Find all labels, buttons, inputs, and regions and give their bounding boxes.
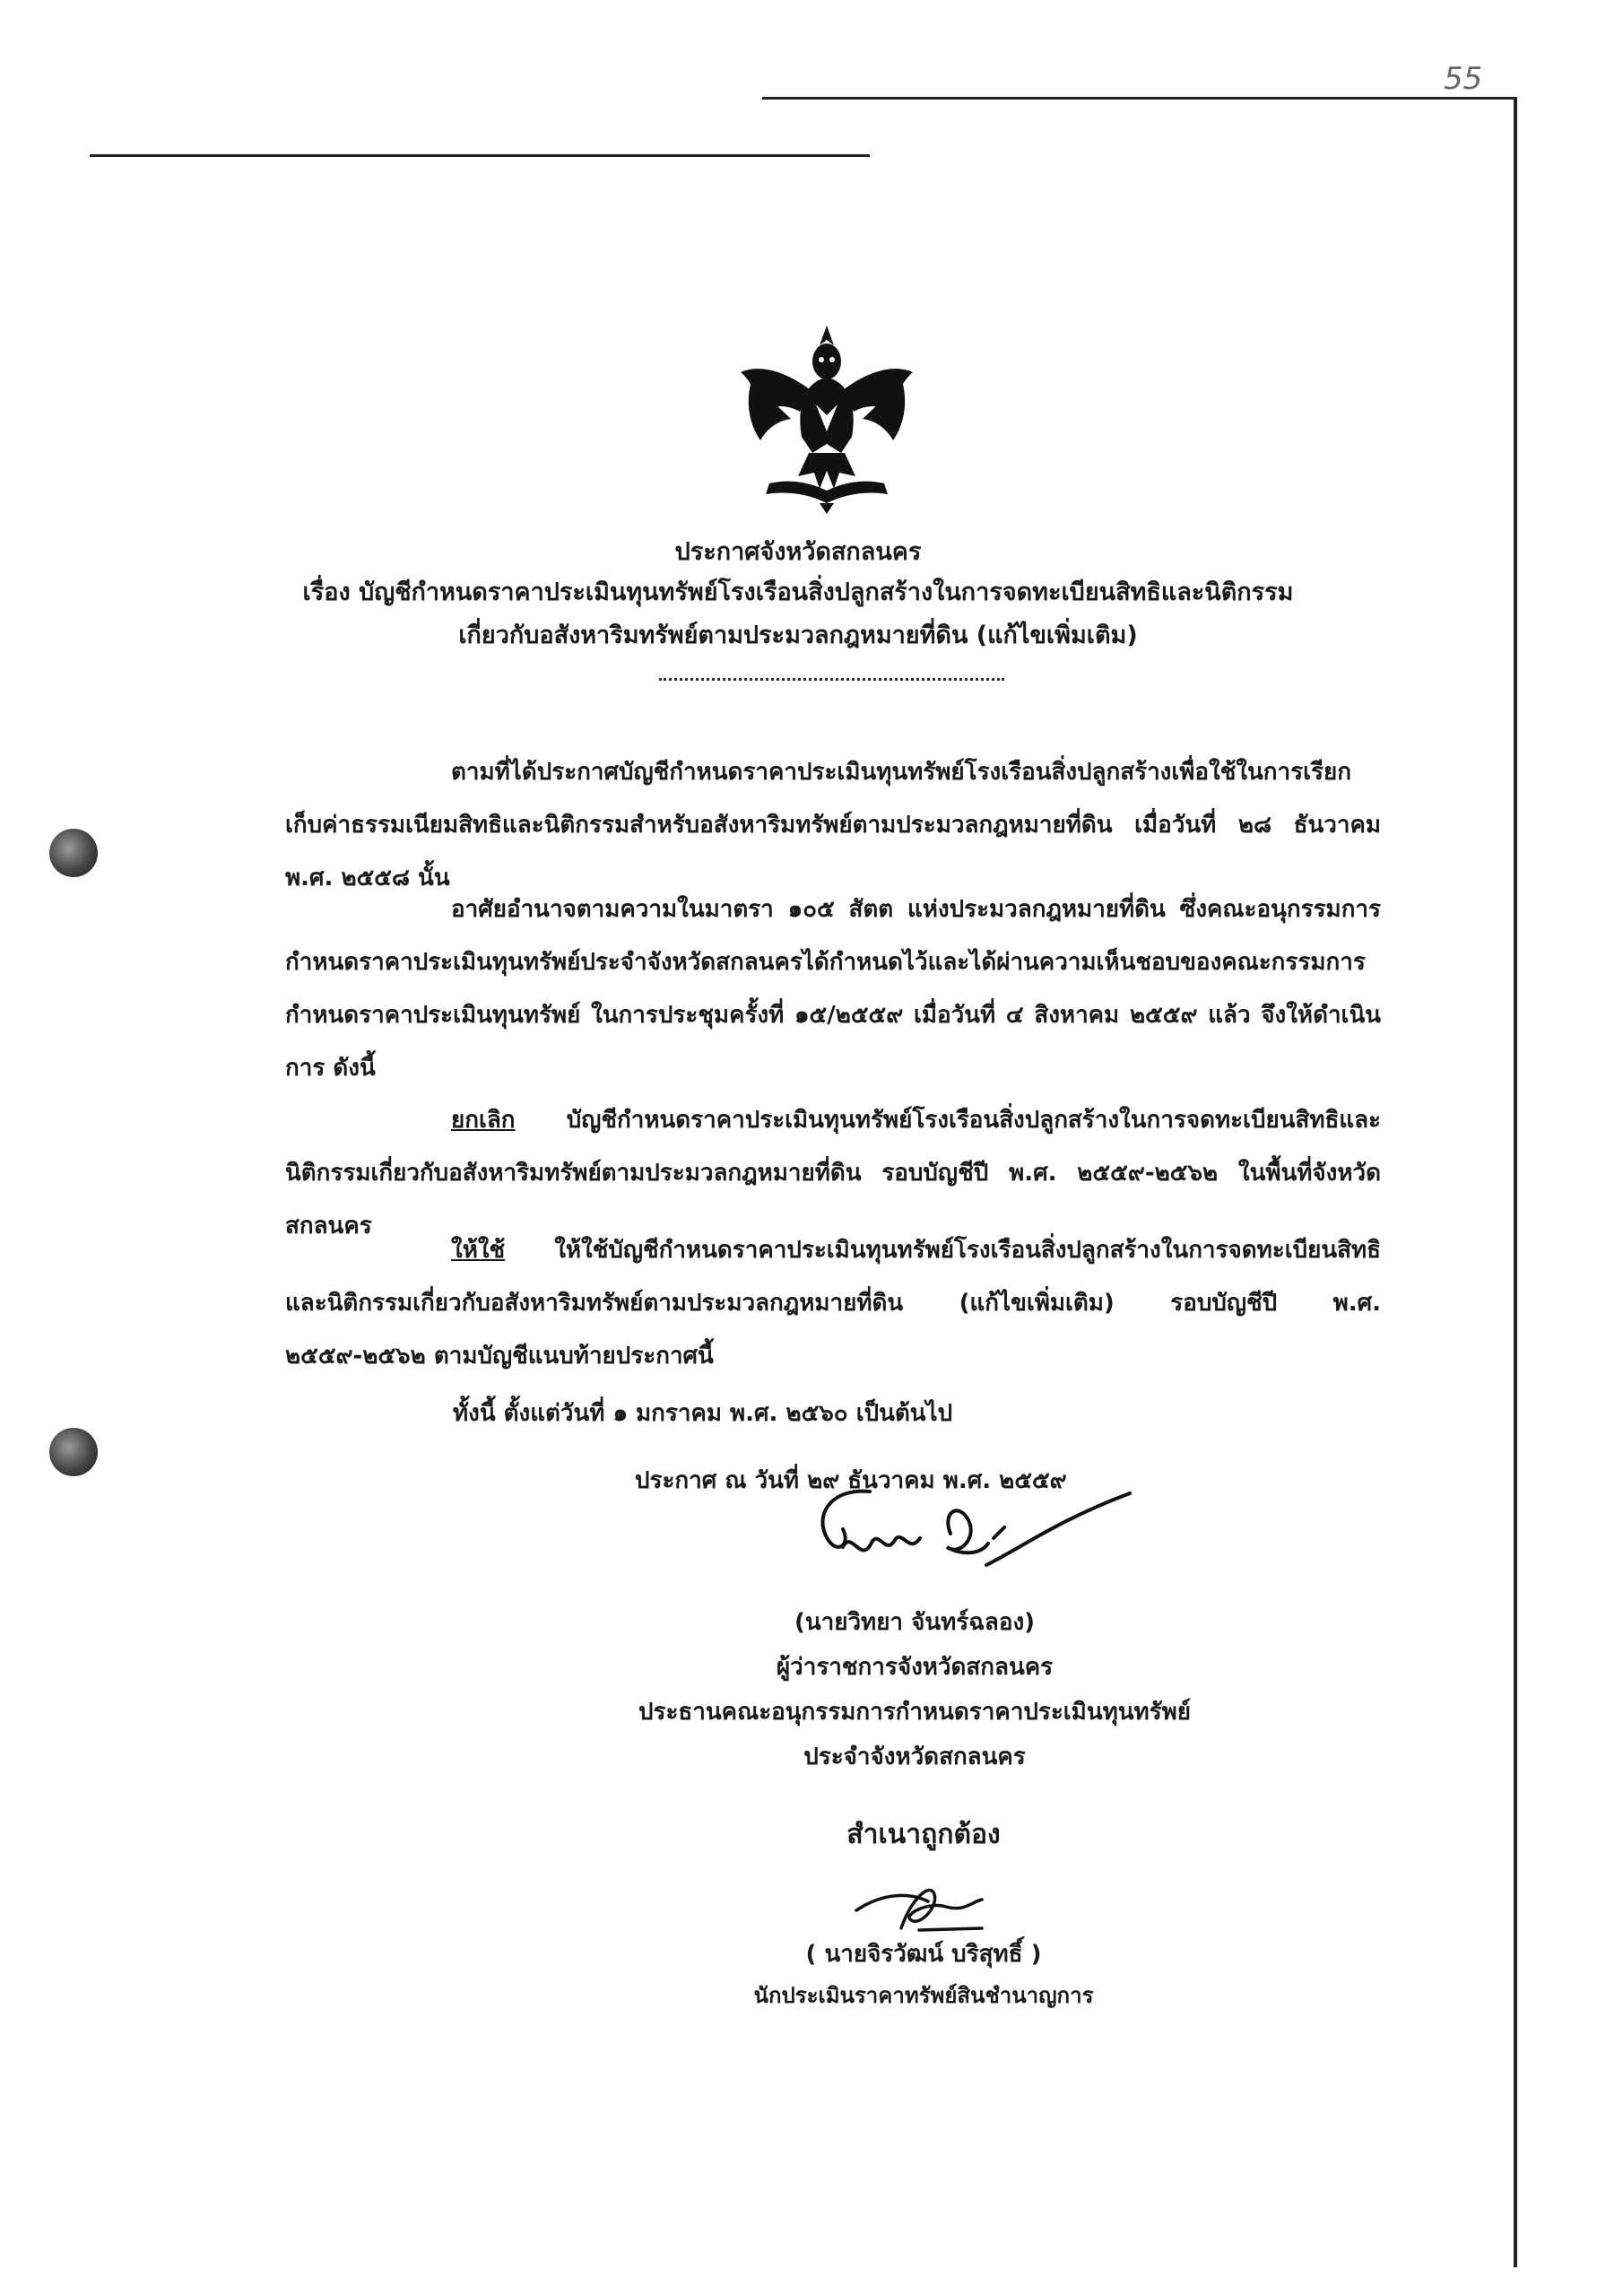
enact-keyword: ให้ใช้ [451,1237,506,1264]
certified-copy-label: สำเนาถูกต้อง [846,1819,1001,1850]
announcement-subject: เรื่อง บัญชีกำหนดราคาประเมินทุนทรัพย์โรงเรือนสิ่งปลูกสร้างในการจดทะเบียนสิทธิและนิติกรรม [302,578,1294,606]
certifier-position: นักประเมินราคาทรัพย์สินชำนาญการ [753,1983,1094,2008]
top-right-rule [762,97,1515,100]
governor-signature [789,1484,1148,1583]
garuda-emblem [733,318,920,516]
punch-hole-top [49,829,98,877]
paragraph-enact [285,1224,1381,1383]
committee-chair-position: ประธานคณะอนุกรรมการกำหนดราคาประเมินทุนทรัพย์ [638,1699,1191,1726]
punch-hole-bottom [49,1428,98,1476]
committee-chair-province: ประจำจังหวัดสกลนคร [803,1744,1026,1770]
announcement-title: ประกาศจังหวัดสกลนคร [674,538,922,566]
right-margin-rule [1514,97,1517,2267]
page-number: 55 [1444,61,1483,97]
repeal-keyword: ยกเลิก [451,1107,516,1134]
paragraph-background: ตามที่ได้ประกาศบัญชีกำหนดราคาประเมินทุนทรัพย์โรงเรือนสิ่งปลูกสร้างเพื่อใช้ในการเรียกเก็บค่าธรรมเนียมสิทธิและนิติกรรมสำหรับอสังหาริมทรัพย์ตามประมวลกฎหมายที่ดิน เมื่อวันที่ ๒๘ ธันวาคม พ.ศ. ๒๕๕๘ นั้น [285,759,1381,891]
repeal-text: บัญชีกำหนดราคาประเมินทุนทรัพย์โรงเรือนสิ่งปลูกสร้างในการจดทะเบียนสิทธิและนิติกรรมเกี่ยวกับอสังหาริมทรัพย์ตามประมวลกฎหมายที่ดิน รอบบัญชีปี พ.ศ. ๒๕๕๙-๒๕๖๒ ในพื้นที่จังหวัดสกลนคร [285,1107,1381,1239]
announcement-subject-cont: เกี่ยวกับอสังหาริมทรัพย์ตามประมวลกฎหมายที่ดิน (แก้ไขเพิ่มเติม) [458,622,1138,649]
top-left-rule [90,154,870,157]
announcement-date: ประกาศ ณ วันที่ ๒๙ ธันวาคม พ.ศ. ๒๕๕๙ [635,1467,1067,1494]
enact-text: ให้ใช้บัญชีกำหนดราคาประเมินทุนทรัพย์โรงเรือนสิ่งปลูกสร้างในการจดทะเบียนสิทธิและนิติกรรมเกี่ยวกับอสังหาริมทรัพย์ตามประมวลกฎหมายที่ดิน (แก้ไขเพิ่มเติม) รอบบัญชีปี พ.ศ. ๒๕๕๙-๒๕๖๒ ตามบัญชีแนบท้ายประกาศนี้ [285,1237,1381,1370]
paragraph-authority: อาศัยอำนาจตามความในมาตรา ๑๐๕ สัตต แห่งประมวลกฎหมายที่ดิน ซึ่งคณะอนุกรรมการกำหนดราคาประเมินทุนทรัพย์ประจำจังหวัดสกลนครได้กำหนดไว้และได้ผ่านความเห็นชอบของคณะกรรมการกำหนดราคาประเมินทุนทรัพย์ ในการประชุมครั้งที่ ๑๕/๒๕๕๙ เมื่อวันที่ ๔ สิงหาคม ๒๕๕๙ แล้ว จึงให้ดำเนินการ ดังนี้ [285,896,1381,1082]
certifier-name: ( นายจิรวัฒน์ บริสุทธิ์ ) [805,1941,1042,1968]
effective-date: ทั้งนี้ ตั้งแต่วันที่ ๑ มกราคม พ.ศ. ๒๕๖๐ เป็นต้นไป [453,1400,953,1427]
governor-position: ผู้ว่าราชการจังหวัดสกลนคร [776,1654,1054,1681]
governor-name: (นายวิทยา จันทร์ฉลอง) [794,1609,1036,1636]
dotted-separator [659,678,1004,681]
